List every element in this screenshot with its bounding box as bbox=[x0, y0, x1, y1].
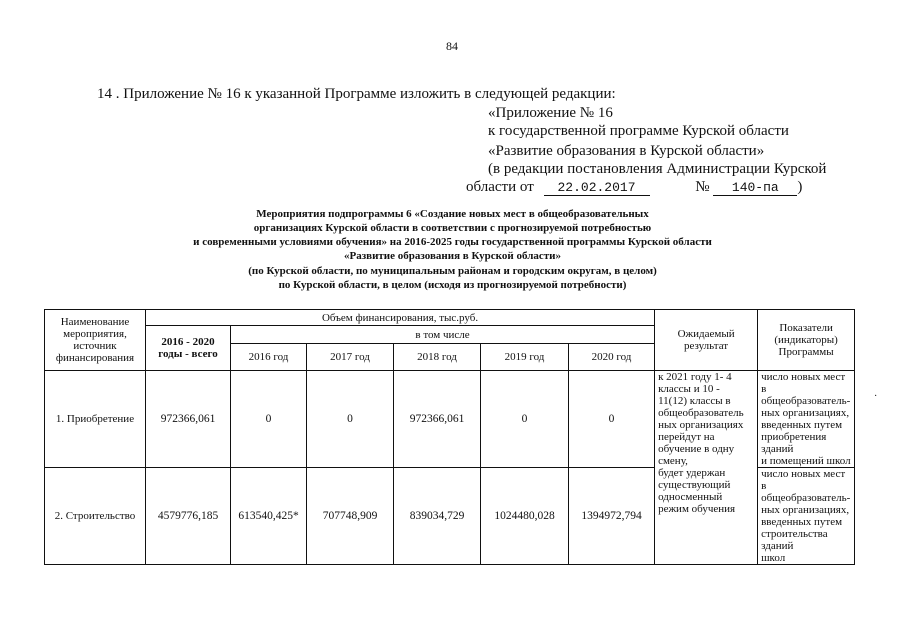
row-value-2017: 707748,909 bbox=[307, 468, 394, 565]
table-row bbox=[45, 371, 855, 468]
header-year-2017: 2017 год bbox=[307, 344, 394, 371]
annex-line-program-name: «Развитие образования в Курской области» bbox=[488, 143, 765, 159]
header-total-2016-2020: 2016 - 2020 годы - всего bbox=[146, 326, 231, 371]
page-number: 84 bbox=[446, 39, 458, 53]
row-value-2018: 839034,729 bbox=[394, 468, 481, 565]
annex-close-paren: ) bbox=[797, 179, 803, 195]
section-heading-line-3: и современными условиями обучения» на 2016-2025 годы государственной программы Курской области bbox=[193, 236, 712, 248]
intro-paragraph: 14 . Приложение № 16 к указанной Программе изложить в следующей редакции: bbox=[97, 86, 616, 102]
row-value-2019: 0 bbox=[481, 371, 569, 468]
header-including: в том числе bbox=[231, 326, 655, 344]
header-name-column: Наименование мероприятия, источник финансирования bbox=[45, 310, 146, 371]
annex-number-prefix: № bbox=[695, 179, 710, 195]
row-name: 2. Строительство bbox=[45, 468, 146, 565]
header-year-2019: 2019 год bbox=[481, 344, 569, 371]
annex-line-date bbox=[466, 179, 802, 196]
annex-date: 22.02.2017 bbox=[544, 180, 650, 196]
row-name: 1. Приобретение bbox=[45, 371, 146, 468]
expected-result-cell: к 2021 году 1- 4 классы и 10 - 11(12) классы в общеобразователь ных организациях перейдут на обучение в одну смену, будет удержан существующий односменный режим обучения bbox=[655, 371, 758, 565]
scan-speck: · bbox=[874, 391, 878, 402]
header-expected-result: Ожидаемый результат bbox=[655, 310, 758, 371]
header-financing-volume: Объем финансирования, тыс.руб. bbox=[146, 310, 655, 326]
row-value-2020: 0 bbox=[569, 371, 655, 468]
row-total: 972366,061 bbox=[146, 371, 231, 468]
section-subheading-line-2: по Курской области, в целом (исходя из прогнозируемой потребности) bbox=[278, 279, 627, 291]
row-value-2019: 1024480,028 bbox=[481, 468, 569, 565]
row-value-2016: 613540,425* bbox=[231, 468, 307, 565]
annex-line-program: к государственной программе Курской области bbox=[488, 123, 789, 139]
indicator-cell: число новых мест в общеобразователь- ных организациях, введенных путем приобретения зданий и помещений школ bbox=[758, 371, 855, 468]
row-value-2016: 0 bbox=[231, 371, 307, 468]
section-heading-line-1: Мероприятия подпрограммы 6 «Создание новых мест в общеобразовательных bbox=[256, 208, 649, 220]
section-heading-line-4: «Развитие образования в Курской области» bbox=[343, 250, 561, 262]
indicator-cell: число новых мест в общеобразователь- ных организациях, введенных путем строительства зданий школ bbox=[758, 468, 855, 565]
row-value-2017: 0 bbox=[307, 371, 394, 468]
header-year-2016: 2016 год bbox=[231, 344, 307, 371]
row-total: 4579776,185 bbox=[146, 468, 231, 565]
section-subheading-line-1: (по Курской области, по муниципальным районам и городским округам, в целом) bbox=[248, 265, 657, 277]
annex-title: «Приложение № 16 bbox=[488, 105, 613, 121]
header-year-2018: 2018 год bbox=[394, 344, 481, 371]
financing-table bbox=[44, 309, 855, 565]
row-value-2018: 972366,061 bbox=[394, 371, 481, 468]
section-heading-line-2: организациях Курской области в соответствии с прогнозируемой потребностью bbox=[253, 222, 652, 234]
annex-date-prefix: области от bbox=[466, 179, 534, 195]
row-value-2020: 1394972,794 bbox=[569, 468, 655, 565]
annex-line-edition: (в редакции постановления Администрации Курской bbox=[488, 161, 827, 177]
annex-number: 140-па bbox=[713, 180, 797, 196]
header-year-2020: 2020 год bbox=[569, 344, 655, 371]
header-indicators: Показатели (индикаторы) Программы bbox=[758, 310, 855, 371]
